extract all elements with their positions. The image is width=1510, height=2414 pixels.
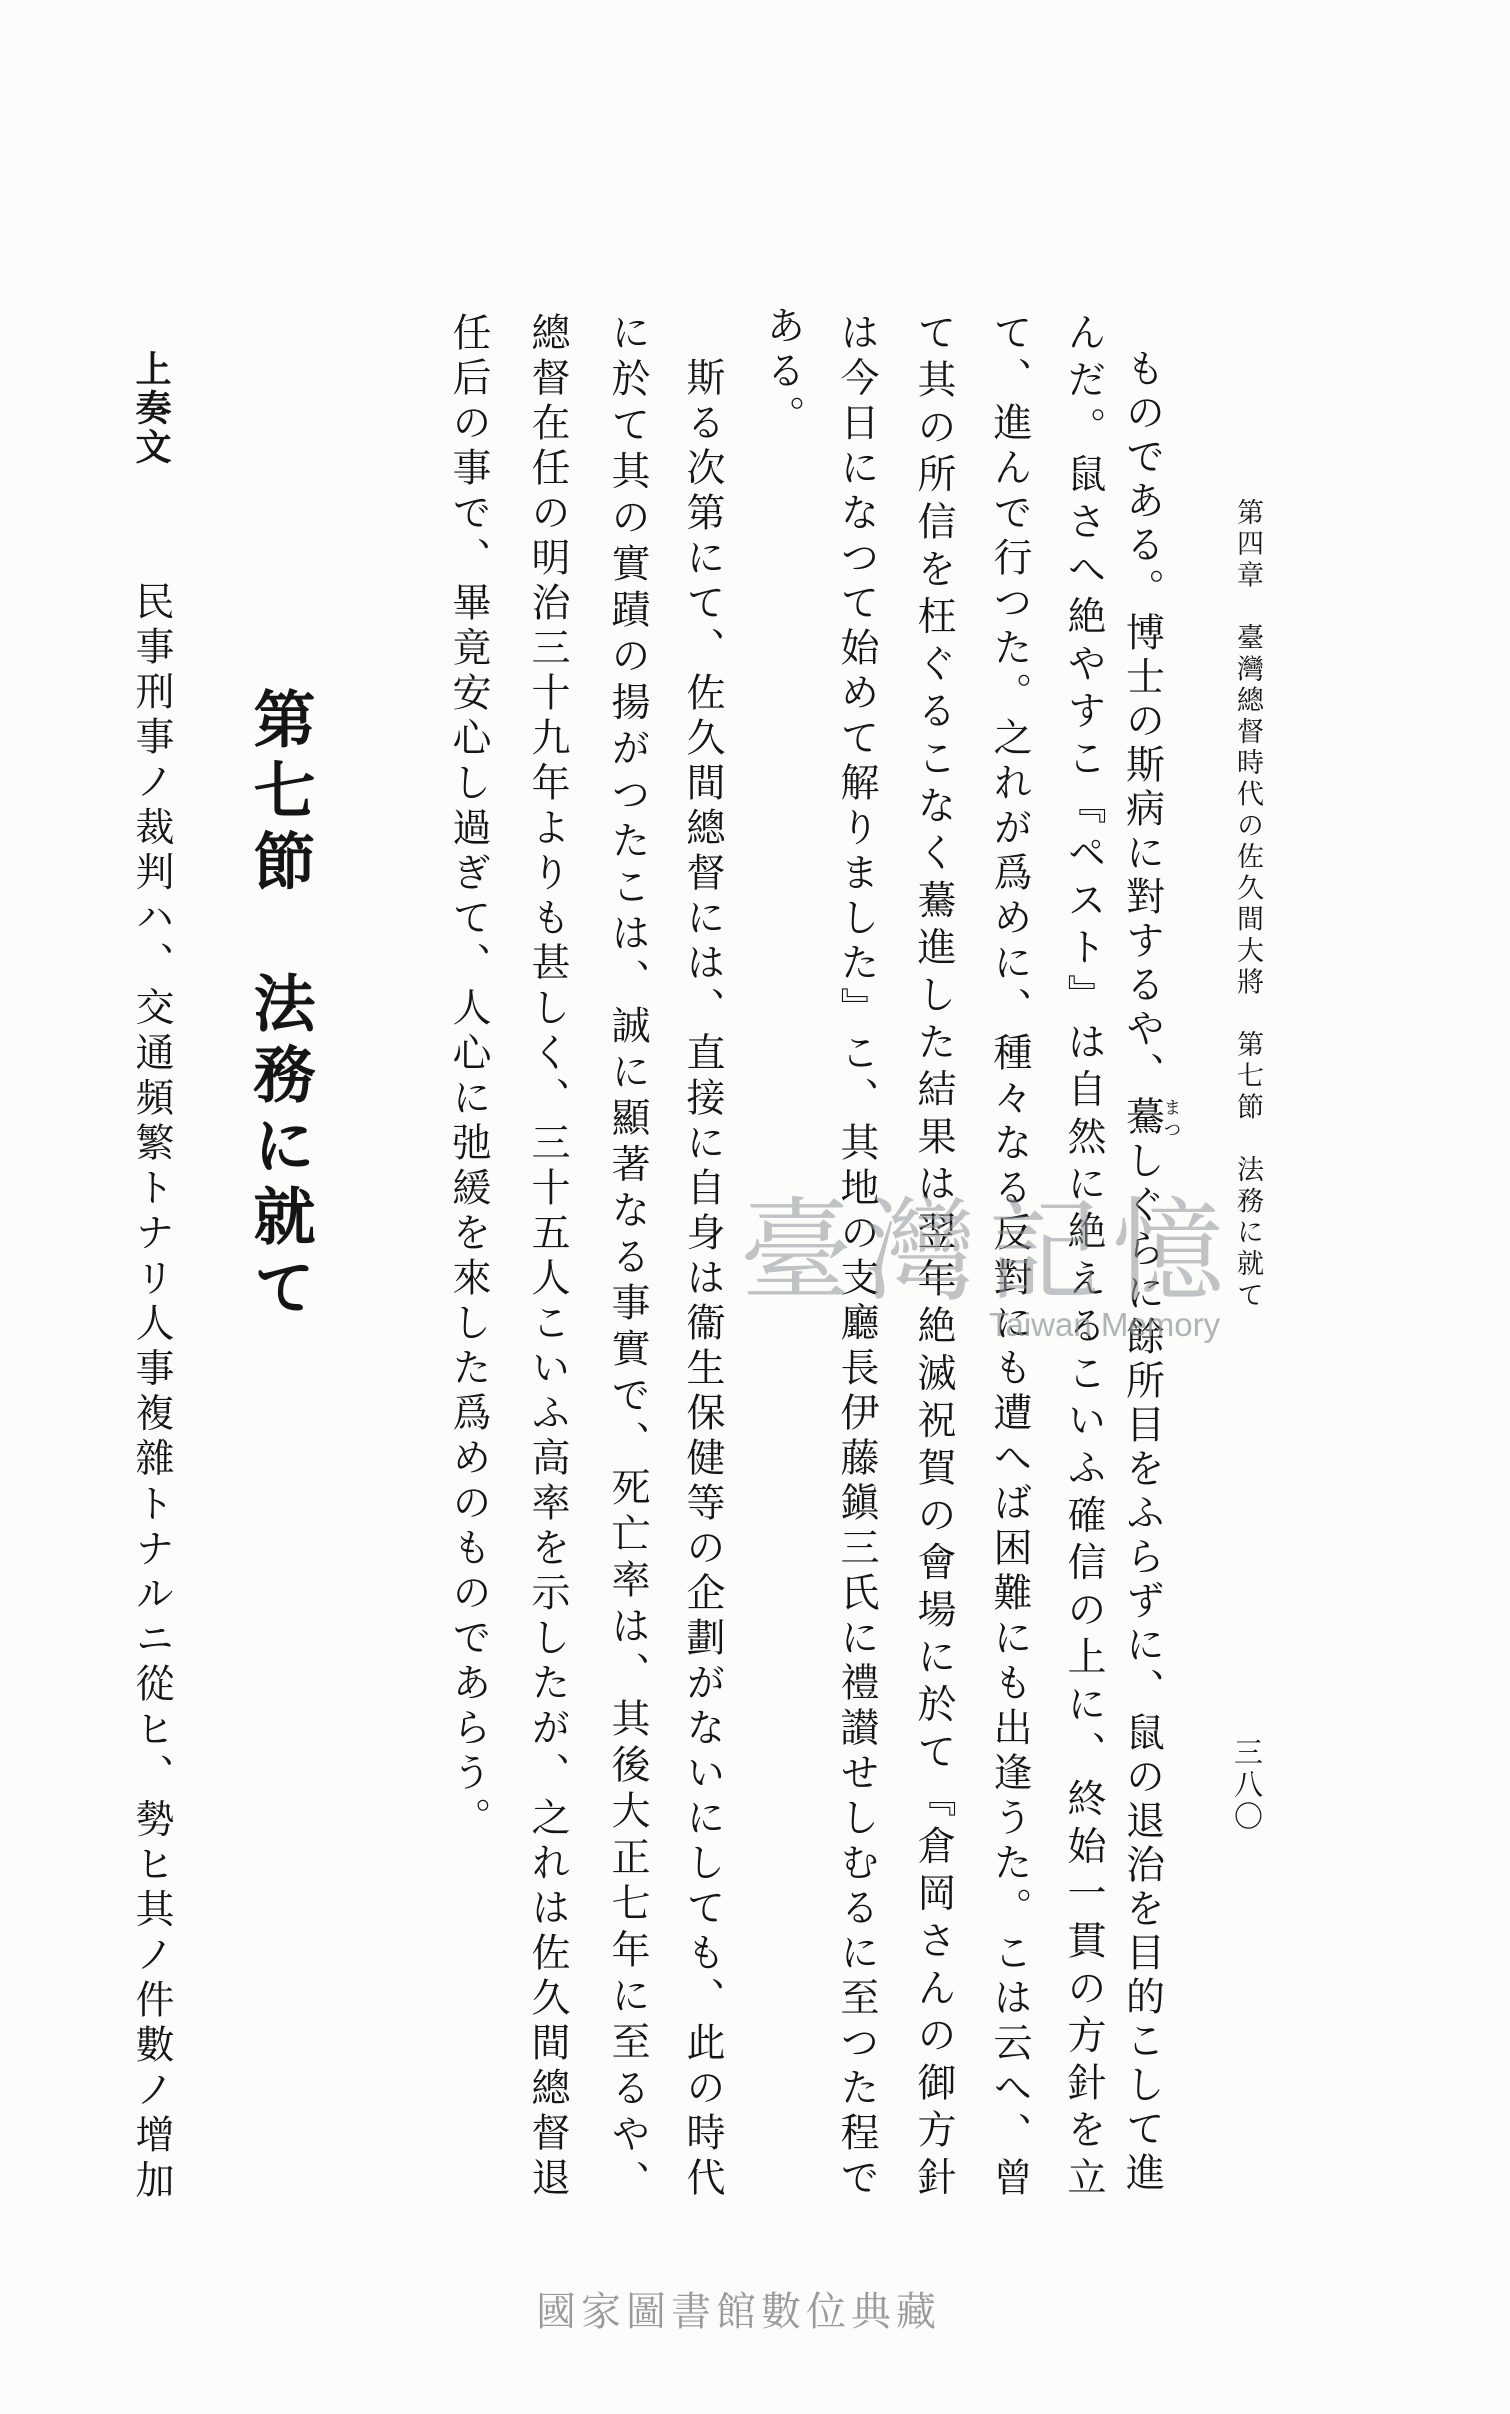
- text-segment: ものである。博士の斯病に對するや、: [1119, 348, 1165, 1096]
- text-column: て、進んで行つた。之れが爲めに、種々なる反對にも遭へば困難にも出逢うた。こは云へ、曾: [987, 312, 1032, 2202]
- text-column: 任后の事で、畢竟安心し過ぎて、人心に弛緩を來した爲めのものであらう。: [446, 312, 491, 1842]
- watermark-logo: 臺灣記憶: [740, 1187, 1236, 1317]
- text-segment: しぐらに餘所目をふらずに、鼠の退治を目的こして進: [1119, 1140, 1165, 2196]
- text-column: 斯る次第にて、佐久間總督には、直接に自身は衞生保健等の企劃がないにしても、此の時代: [680, 312, 725, 2202]
- text-column: 總督在任の明治三十九年よりも甚しく、三十五人こいふ高率を示したが、之れは佐久間總督退: [525, 312, 570, 2202]
- ruby-base: 驀: [1119, 1096, 1165, 1140]
- page-number: 三八〇: [1230, 1737, 1264, 1833]
- text-column: て其の所信を枉ぐるこなく驀進した結果は翌年絶滅祝賀の會場に於て『倉岡さんの御方針: [911, 312, 956, 2204]
- section-heading: 第七節 法務に就て: [243, 687, 316, 1326]
- memorial-text: 民事刑事ノ裁判ハ、交通頻繁トナリ人事複雜トナルニ從ヒ、勢ヒ其ノ件數ノ增加: [129, 581, 174, 2205]
- watermark-logo-subtext: Taiwan Memory: [989, 1306, 1221, 1343]
- watermark-footer: 國家圖書館數位典藏: [536, 2289, 941, 2335]
- text-column: ある。: [760, 305, 805, 440]
- text-column: に於て其の實蹟の揚がつたこは、誠に顯著なる事實で、死亡率は、其後大正七年に至るや、: [605, 312, 650, 2207]
- memorial-label: 上奏文: [130, 350, 172, 467]
- ruby-annotation: [1119, 1096, 1182, 1140]
- text-column: んだ。鼠さへ絶やすこ『ペスト』は自然に絶えるこいふ確信の上に、終始一貫の方針を立: [1061, 312, 1106, 2204]
- running-head: 第四章 臺灣總督時代の佐久間大將 第七節 法務に就て: [1232, 498, 1263, 1312]
- ruby-reading: まつ: [1160, 1096, 1182, 1140]
- text-column: は今日になつて始めて解りました』こ、其地の支廳長伊藤鎭三氏に禮讃せしむるに至つた程で: [834, 312, 879, 2202]
